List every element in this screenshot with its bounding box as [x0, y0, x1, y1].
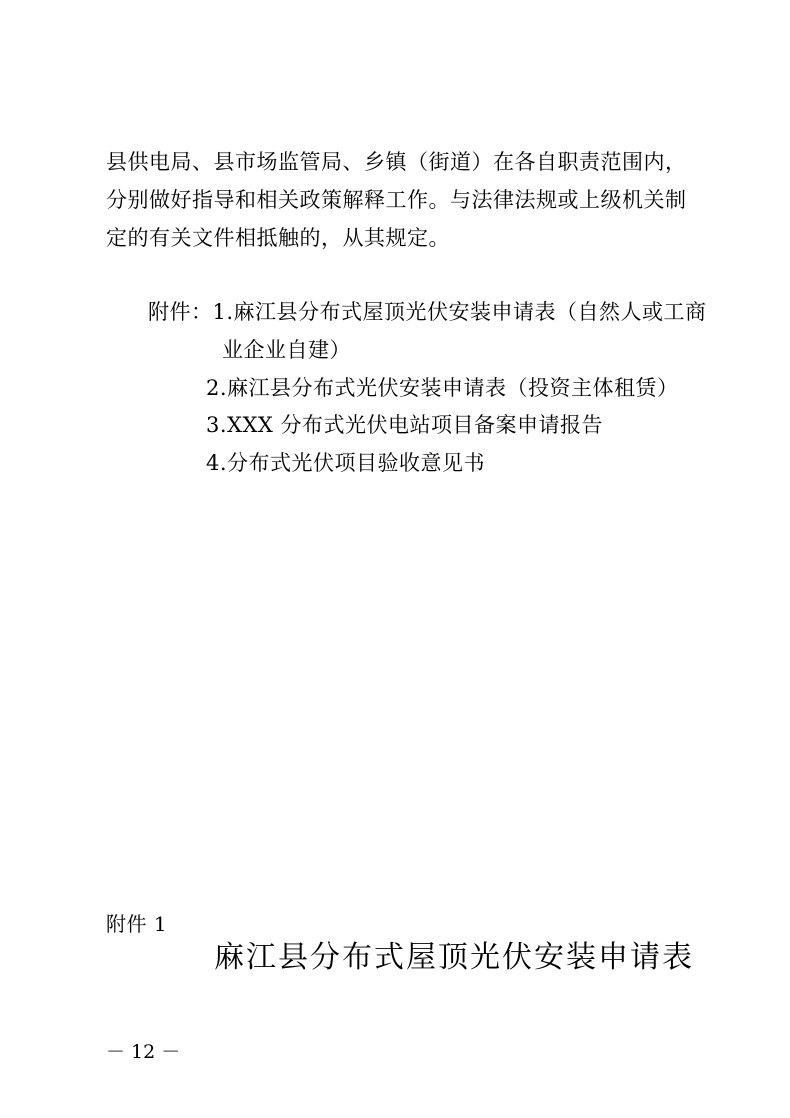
paragraph-line-1: 县供电局、县市场监管局、乡镇（街道）在各自职责范围内， — [106, 150, 687, 174]
paragraph-line-3: 定的有关文件相抵触的，从其规定。 — [106, 226, 450, 250]
attachment-item-2: 2.麻江县分布式光伏安装申请表（投资主体租赁） — [206, 376, 679, 400]
page-number: － 12 － — [106, 1041, 181, 1063]
paragraph-line-2: 分别做好指导和相关政策解释工作。与法律法规或上级机关制 — [106, 188, 687, 212]
form-title: 麻江县分布式屋顶光伏安装申请表 — [214, 940, 694, 975]
attachment-item-4: 4.分布式光伏项目验收意见书 — [206, 451, 486, 475]
attachment-item-1: 附件：1.麻江县分布式屋顶光伏安装申请表（自然人或工商 — [148, 300, 707, 324]
appendix-label: 附件 1 — [106, 912, 168, 936]
attachment-item-1-continuation: 业企业自建） — [222, 338, 351, 362]
attachment-item-3: 3.XXX 分布式光伏电站项目备案申请报告 — [206, 413, 604, 437]
